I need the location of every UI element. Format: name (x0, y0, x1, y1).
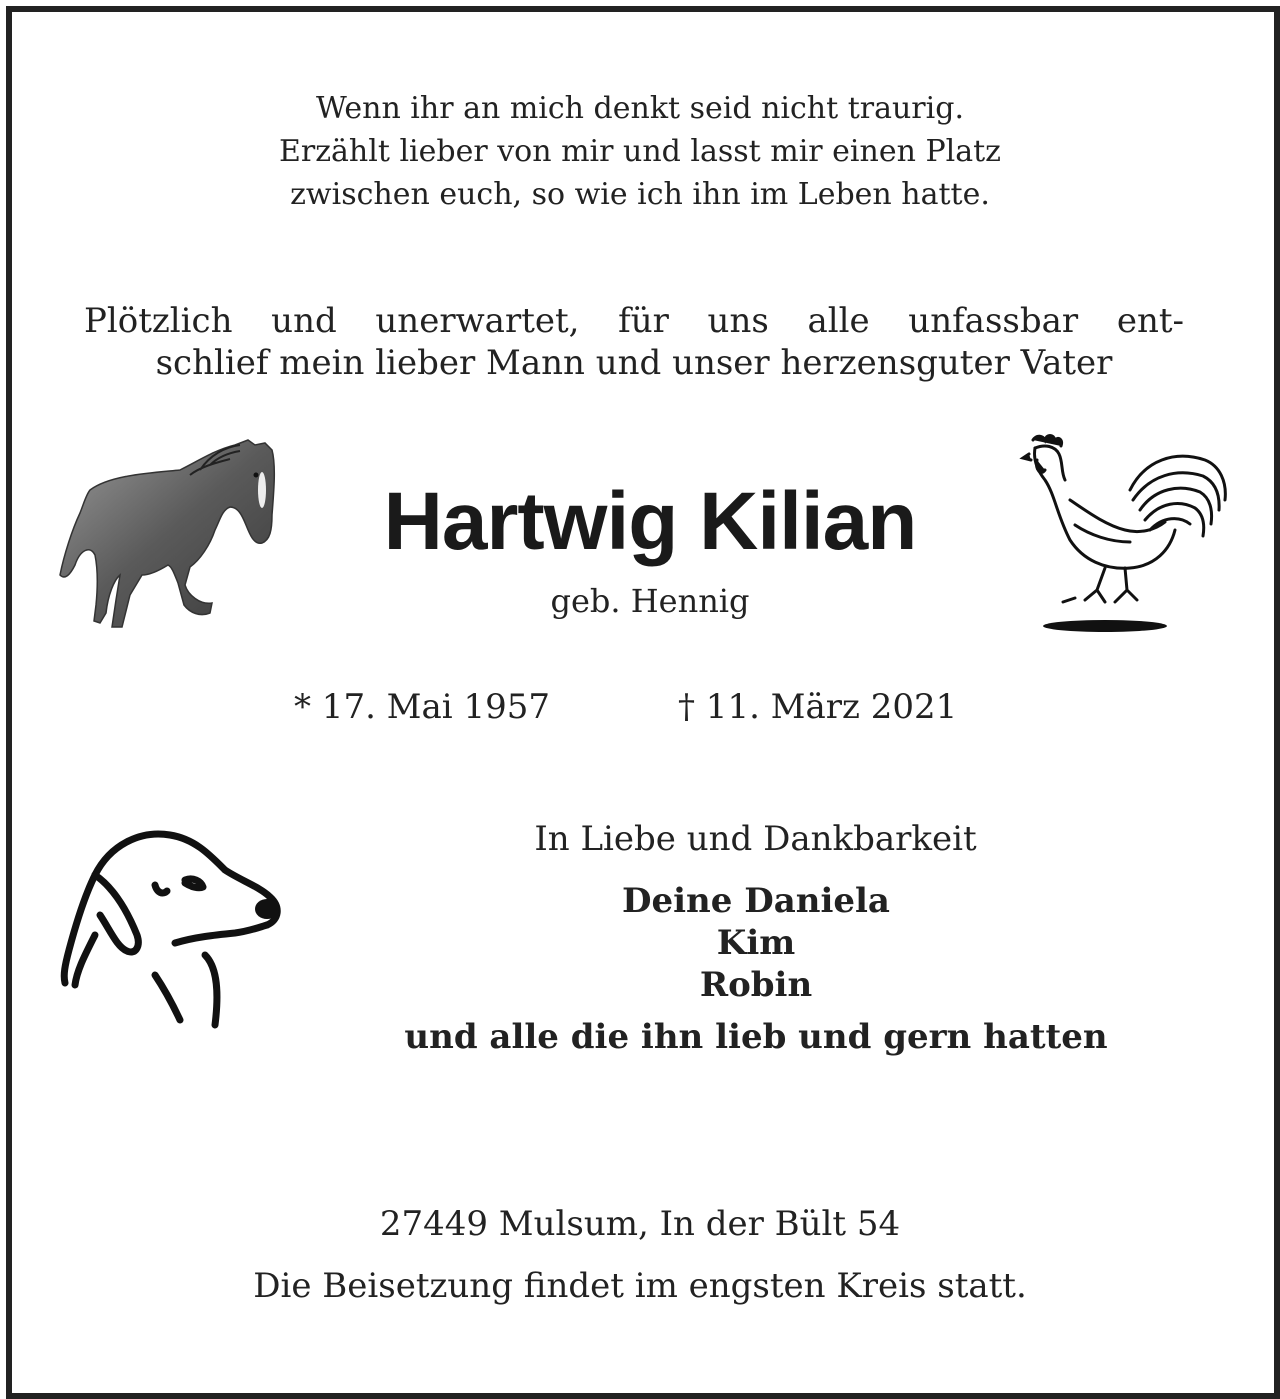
memorial-quote (0, 87, 1280, 216)
family-all: und alle die ihn lieb und gern hatten (404, 1017, 1108, 1057)
family-member: Kim (716, 923, 796, 963)
quote-line-1: Wenn ihr an mich denkt seid nicht traurig. (315, 91, 964, 126)
quote-line-2: Erzählt lieber von mir und lasst mir einen Platz (279, 134, 1001, 169)
deceased-name: Hartwig Kilian (383, 476, 917, 567)
thanks-line: In Liebe und Dankbarkeit (534, 819, 977, 859)
burial-note: Die Beisetzung findet im engsten Kreis statt. (253, 1266, 1027, 1306)
birth-date: * 17. Mai 1957 (294, 687, 550, 727)
family-member: Robin (699, 965, 813, 1005)
family-member: Deine Daniela (622, 881, 890, 921)
death-date: † 11. März 2021 (678, 687, 958, 727)
family-signatures (396, 880, 1116, 1058)
quote-line-3: zwischen euch, so wie ich ihn im Leben hatte. (290, 177, 990, 212)
maiden-name: geb. Hennig (550, 582, 750, 620)
intro-line-2: schlief mein lieber Mann und unser herzensguter Vater (155, 343, 1113, 383)
dog-icon (55, 825, 290, 1040)
rooster-icon (1015, 430, 1240, 635)
intro-text (84, 300, 1184, 384)
intro-line-1: Plötzlich und unerwartet, für uns alle unfassbar ent- (84, 301, 1184, 341)
address: 27449 Mulsum, In der Bült 54 (379, 1204, 901, 1244)
